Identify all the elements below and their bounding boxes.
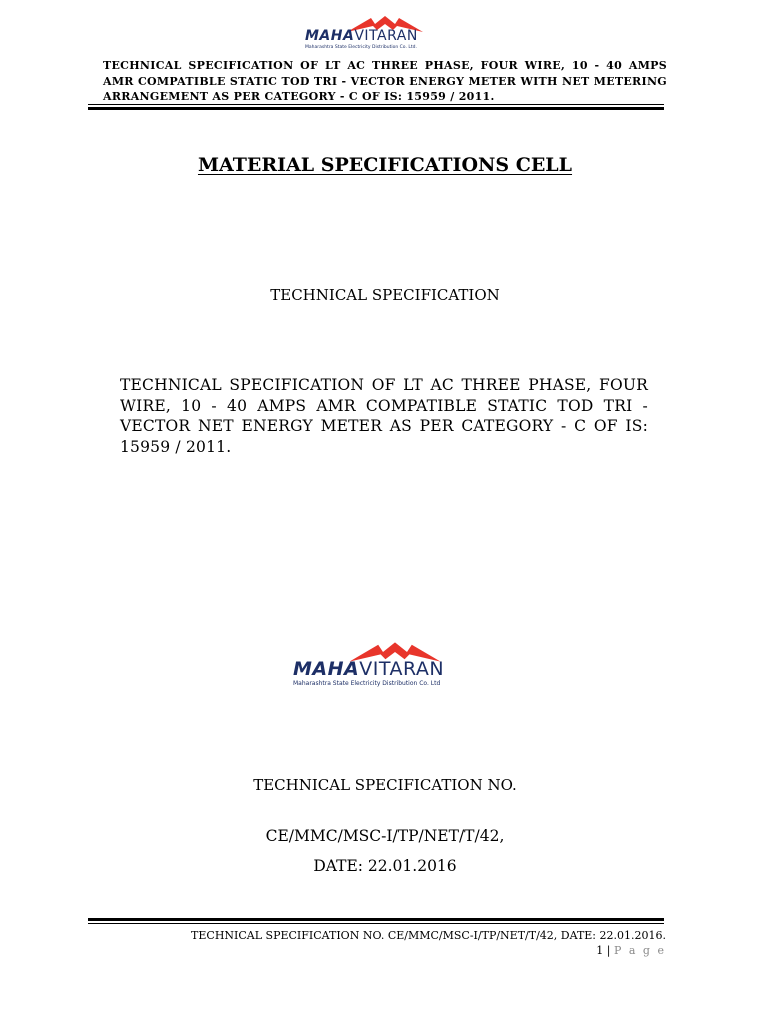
page-separator: | [606, 944, 611, 957]
footer-rule-thick [88, 918, 664, 921]
center-logo [290, 640, 490, 690]
brand-rest: VITARAN [359, 658, 445, 680]
header-rule-thick [88, 107, 664, 110]
brand-wordmark [305, 28, 418, 44]
page-number-value: 1 [596, 944, 604, 957]
header-title: TECHNICAL SPECIFICATION OF LT AC THREE PHASE, FOUR WIRE, 10 - 40 AMPS AMR COMPATIBLE STATIC TOD TRI - VECTOR ENERGY METER WITH NET METERING ARRANGEMENT AS PER CATEGORY - C OF IS: 15959 / 2011. [103, 59, 667, 103]
brand-tagline: Maharashtra State Electricity Distribution Co. Ltd [293, 680, 441, 687]
footer-text: TECHNICAL SPECIFICATION NO. CE/MMC/MSC-I/TP/NET/T/42, DATE: 22.01.2016. [191, 929, 666, 942]
spec-no: CE/MMC/MSC-I/TP/NET/T/42, [265, 827, 505, 845]
spec-date: DATE: 22.01.2016 [313, 857, 457, 875]
spec-no-label: TECHNICAL SPECIFICATION NO. [253, 776, 517, 794]
page-number [596, 944, 666, 957]
brand-bold: MAHA [305, 28, 355, 44]
spec-title: TECHNICAL SPECIFICATION OF LT AC THREE PHASE, FOUR WIRE, 10 - 40 AMPS AMR COMPATIBLE STATIC TOD TRI - VECTOR NET ENERGY METER AS PER CATEGORY - C OF IS: 15959 / 2011. [120, 376, 648, 456]
brand-tagline: Maharashtra State Electricity Distribution Co. Ltd. [305, 45, 417, 50]
brand-rest: VITARAN [354, 28, 418, 44]
brand-wordmark [293, 658, 444, 680]
page-word: P a g e [613, 944, 666, 957]
header-logo [300, 14, 470, 50]
brand-bold: MAHA [293, 658, 360, 680]
header-rule-thin [88, 104, 664, 105]
footer-rule-thin [88, 923, 664, 924]
cell-title: MATERIAL SPECIFICATIONS CELL [197, 154, 573, 176]
spec-label: TECHNICAL SPECIFICATION [270, 286, 500, 304]
